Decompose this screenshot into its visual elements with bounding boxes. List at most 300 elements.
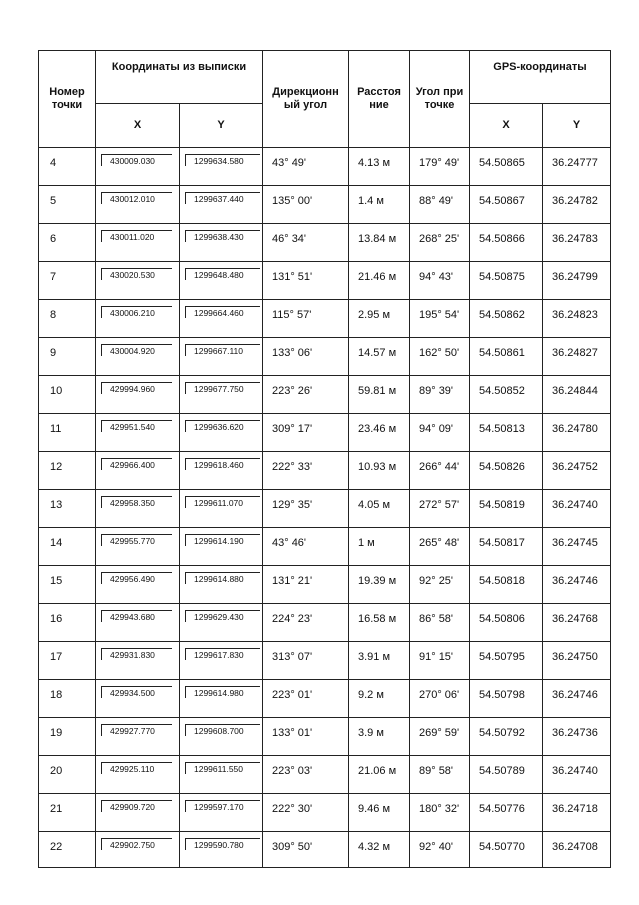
angle-cell-value: 179° 49' [419,157,460,169]
point-no-cell-value: 20 [50,765,63,777]
point-no-cell [39,566,96,604]
gps-x-cell-value: 54.50798 [479,689,525,701]
distance-cell [349,414,410,452]
table-row [39,642,611,680]
source-x-cell-value: 430011.020 [101,230,172,242]
distance-cell-value: 9.2 м [358,689,384,701]
gps-y-cell-value: 36.24783 [552,233,598,245]
gps-x-cell-value: 54.50817 [479,537,525,549]
direction-angle-cell [263,832,349,868]
distance-cell [349,604,410,642]
direction-angle-cell [263,414,349,452]
gps-y-cell-value: 36.24827 [552,347,598,359]
angle-cell [410,376,470,414]
point-no-cell [39,680,96,718]
table-row [39,832,611,868]
gps-y-cell [543,300,611,338]
angle-cell [410,718,470,756]
angle-cell-value: 89° 39' [419,385,454,397]
table-row [39,262,611,300]
source-x-cell-value: 429956.490 [101,572,172,584]
distance-cell-value: 21.46 м [358,271,397,283]
angle-cell [410,490,470,528]
point-no-cell [39,262,96,300]
gps-y-cell [543,186,611,224]
gps-x-cell-value: 54.50795 [479,651,525,663]
table-row [39,528,611,566]
angle-cell-value: 91° 15' [419,651,454,663]
header-point-no: Номер точки [39,51,96,148]
direction-angle-cell [263,794,349,832]
gps-x-cell [470,566,543,604]
point-no-cell-value: 21 [50,803,63,815]
gps-x-cell-value: 54.50813 [479,423,525,435]
source-y-cell-value: 1299638.430 [185,230,260,242]
gps-y-cell [543,756,611,794]
gps-y-cell [543,680,611,718]
angle-cell [410,148,470,186]
direction-angle-cell-value: 223° 01' [272,689,313,701]
point-no-cell-value: 16 [50,613,63,625]
direction-angle-cell-value: 222° 33' [272,461,313,473]
angle-cell-value: 162° 50' [419,347,460,359]
header-source-coords: Координаты из выписки [96,51,263,104]
gps-x-cell [470,680,543,718]
gps-x-cell [470,224,543,262]
gps-y-cell [543,376,611,414]
source-y-cell-value: 1299611.550 [185,762,260,774]
angle-cell [410,680,470,718]
direction-angle-cell-value: 313° 07' [272,651,313,663]
angle-cell [410,186,470,224]
point-no-cell [39,186,96,224]
source-x-cell-value: 429902.750 [101,838,172,850]
header-gps-x: X [470,104,543,148]
angle-cell-value: 89° 58' [419,765,454,777]
direction-angle-cell [263,224,349,262]
table-row [39,224,611,262]
source-x-cell [96,642,180,680]
point-no-cell [39,148,96,186]
direction-angle-cell-value: 224° 23' [272,613,313,625]
distance-cell-value: 3.91 м [358,651,391,663]
gps-y-cell [543,528,611,566]
gps-y-cell [543,718,611,756]
distance-cell-value: 19.39 м [358,575,397,587]
gps-y-cell [543,414,611,452]
gps-x-cell-value: 54.50818 [479,575,525,587]
point-no-cell-value: 8 [50,309,57,321]
direction-angle-cell [263,262,349,300]
distance-cell [349,642,410,680]
distance-cell [349,376,410,414]
source-x-cell-value: 429943.680 [101,610,172,622]
gps-x-cell-value: 54.50862 [479,309,525,321]
source-y-cell-value: 1299618.460 [185,458,260,470]
table-row [39,452,611,490]
direction-angle-cell-value: 133° 06' [272,347,313,359]
distance-cell [349,148,410,186]
point-no-cell-value: 5 [50,195,57,207]
distance-cell-value: 10.93 м [358,461,397,473]
source-x-cell [96,794,180,832]
distance-cell [349,832,410,868]
source-y-cell-value: 1299634.580 [185,154,260,166]
point-no-cell-value: 6 [50,233,57,245]
point-no-cell-value: 9 [50,347,57,359]
gps-y-cell-value: 36.24745 [552,537,598,549]
source-y-cell [180,376,263,414]
direction-angle-cell [263,566,349,604]
distance-cell-value: 13.84 м [358,233,397,245]
source-x-cell-value: 429925.110 [101,762,172,774]
gps-x-cell [470,338,543,376]
gps-y-cell-value: 36.24752 [552,461,598,473]
gps-x-cell [470,262,543,300]
point-no-cell [39,490,96,528]
point-no-cell-value: 10 [50,385,63,397]
angle-cell-value: 94° 43' [419,271,454,283]
direction-angle-cell-value: 43° 46' [272,537,307,549]
source-x-cell-value: 429951.540 [101,420,172,432]
point-no-cell [39,756,96,794]
distance-cell [349,566,410,604]
direction-angle-cell-value: 131° 51' [272,271,313,283]
direction-angle-cell-value: 131° 21' [272,575,313,587]
gps-x-cell [470,604,543,642]
source-y-cell-value: 1299614.980 [185,686,260,698]
distance-cell-value: 4.13 м [358,157,391,169]
direction-angle-cell-value: 222° 30' [272,803,313,815]
source-x-cell-value: 429958.350 [101,496,172,508]
distance-cell-value: 4.05 м [358,499,391,511]
gps-y-cell-value: 36.24777 [552,157,598,169]
source-x-cell [96,490,180,528]
point-no-cell [39,528,96,566]
table-row [39,490,611,528]
source-y-cell-value: 1299608.700 [185,724,260,736]
gps-y-cell [543,642,611,680]
gps-y-cell-value: 36.24782 [552,195,598,207]
gps-y-cell [543,490,611,528]
point-no-cell [39,224,96,262]
direction-angle-cell-value: 135° 00' [272,195,313,207]
angle-cell [410,414,470,452]
coordinates-table [38,50,611,868]
direction-angle-cell [263,680,349,718]
gps-x-cell-value: 54.50866 [479,233,525,245]
source-y-cell-value: 1299648.480 [185,268,260,280]
gps-x-cell-value: 54.50776 [479,803,525,815]
table-row [39,604,611,642]
gps-x-cell-value: 54.50826 [479,461,525,473]
distance-cell-value: 1.4 м [358,195,384,207]
distance-cell-value: 2.95 м [358,309,391,321]
header-angle-at-point: Угол при точке [410,51,470,148]
table-row [39,186,611,224]
source-y-cell [180,642,263,680]
source-y-cell [180,718,263,756]
direction-angle-cell-value: 223° 03' [272,765,313,777]
source-x-cell [96,376,180,414]
source-x-cell-value: 429934.500 [101,686,172,698]
angle-cell [410,642,470,680]
angle-cell-value: 266° 44' [419,461,460,473]
gps-y-cell-value: 36.24799 [552,271,598,283]
distance-cell-value: 9.46 м [358,803,391,815]
gps-x-cell [470,756,543,794]
distance-cell [349,224,410,262]
gps-x-cell-value: 54.50865 [479,157,525,169]
distance-cell [349,452,410,490]
distance-cell-value: 1 м [358,537,375,549]
source-x-cell [96,756,180,794]
source-x-cell [96,832,180,868]
source-y-cell-value: 1299590.780 [185,838,260,850]
source-x-cell [96,300,180,338]
gps-y-cell-value: 36.24708 [552,841,598,853]
direction-angle-cell-value: 129° 35' [272,499,313,511]
point-no-cell [39,300,96,338]
gps-y-cell [543,452,611,490]
header-x: X [96,104,180,148]
distance-cell [349,718,410,756]
angle-cell [410,300,470,338]
source-y-cell [180,452,263,490]
gps-x-cell-value: 54.50806 [479,613,525,625]
table-row [39,414,611,452]
direction-angle-cell [263,718,349,756]
point-no-cell [39,604,96,642]
point-no-cell-value: 4 [50,157,57,169]
source-x-cell [96,224,180,262]
point-no-cell [39,338,96,376]
table-row [39,794,611,832]
point-no-cell [39,642,96,680]
source-x-cell-value: 429955.770 [101,534,172,546]
point-no-cell-value: 22 [50,841,63,853]
source-x-cell [96,604,180,642]
source-y-cell-value: 1299664.460 [185,306,260,318]
distance-cell-value: 59.81 м [358,385,397,397]
distance-cell [349,756,410,794]
gps-x-cell [470,794,543,832]
header-direction-angle: Дирекционн ый угол [263,51,349,148]
point-no-cell [39,794,96,832]
source-y-cell [180,832,263,868]
point-no-cell-value: 15 [50,575,63,587]
table-header-row [39,51,611,104]
gps-x-cell-value: 54.50867 [479,195,525,207]
gps-x-cell-value: 54.50852 [479,385,525,397]
gps-y-cell [543,566,611,604]
point-no-cell-value: 17 [50,651,63,663]
gps-y-cell-value: 36.24780 [552,423,598,435]
direction-angle-cell [263,148,349,186]
distance-cell [349,528,410,566]
angle-cell-value: 86° 58' [419,613,454,625]
source-x-cell [96,566,180,604]
gps-x-cell [470,414,543,452]
source-x-cell-value: 429966.400 [101,458,172,470]
gps-x-cell [470,148,543,186]
header-y: Y [180,104,263,148]
distance-cell [349,490,410,528]
header-distance: Расстоя ние [349,51,410,148]
distance-cell-value: 14.57 м [358,347,397,359]
direction-angle-cell-value: 223° 26' [272,385,313,397]
point-no-cell-value: 12 [50,461,63,473]
angle-cell-value: 265° 48' [419,537,460,549]
point-no-cell-value: 18 [50,689,63,701]
source-y-cell-value: 1299617.830 [185,648,260,660]
gps-y-cell [543,148,611,186]
gps-y-cell [543,262,611,300]
angle-cell-value: 272° 57' [419,499,460,511]
source-x-cell [96,148,180,186]
point-no-cell [39,718,96,756]
distance-cell [349,262,410,300]
source-y-cell-value: 1299597.170 [185,800,260,812]
direction-angle-cell-value: 115° 57' [272,309,312,321]
distance-cell-value: 23.46 м [358,423,397,435]
distance-cell-value: 16.58 м [358,613,397,625]
direction-angle-cell [263,756,349,794]
gps-y-cell [543,338,611,376]
direction-angle-cell-value: 309° 50' [272,841,313,853]
source-y-cell [180,490,263,528]
source-y-cell [180,338,263,376]
gps-x-cell [470,642,543,680]
source-y-cell-value: 1299614.190 [185,534,260,546]
direction-angle-cell [263,376,349,414]
source-y-cell [180,604,263,642]
source-y-cell-value: 1299667.110 [185,344,260,356]
angle-cell-value: 270° 06' [419,689,460,701]
source-x-cell [96,186,180,224]
source-x-cell-value: 430006.210 [101,306,172,318]
angle-cell [410,224,470,262]
distance-cell-value: 3.9 м [358,727,384,739]
source-y-cell [180,566,263,604]
source-y-cell [180,224,263,262]
direction-angle-cell [263,186,349,224]
angle-cell-value: 92° 40' [419,841,454,853]
point-no-cell-value: 7 [50,271,57,283]
direction-angle-cell [263,490,349,528]
angle-cell-value: 268° 25' [419,233,460,245]
direction-angle-cell-value: 309° 17' [272,423,313,435]
gps-x-cell-value: 54.50819 [479,499,525,511]
angle-cell [410,794,470,832]
gps-x-cell [470,300,543,338]
angle-cell-value: 195° 54' [419,309,460,321]
source-y-cell-value: 1299636.620 [185,420,260,432]
gps-x-cell [470,832,543,868]
direction-angle-cell [263,300,349,338]
header-gps-y: Y [543,104,611,148]
angle-cell [410,832,470,868]
source-y-cell [180,680,263,718]
distance-cell [349,680,410,718]
point-no-cell-value: 11 [50,423,62,435]
source-y-cell [180,756,263,794]
source-x-cell [96,262,180,300]
source-x-cell-value: 430012.010 [101,192,172,204]
source-y-cell-value: 1299677.750 [185,382,260,394]
angle-cell [410,338,470,376]
source-y-cell [180,148,263,186]
distance-cell [349,338,410,376]
point-no-cell [39,832,96,868]
gps-y-cell-value: 36.24844 [552,385,598,397]
source-x-cell-value: 429909.720 [101,800,172,812]
gps-y-cell-value: 36.24746 [552,689,598,701]
gps-x-cell [470,186,543,224]
gps-y-cell-value: 36.24736 [552,727,598,739]
point-no-cell-value: 19 [50,727,63,739]
angle-cell [410,756,470,794]
direction-angle-cell [263,528,349,566]
gps-y-cell [543,832,611,868]
gps-x-cell-value: 54.50792 [479,727,525,739]
gps-x-cell-value: 54.50861 [479,347,525,359]
angle-cell [410,452,470,490]
source-x-cell [96,414,180,452]
point-no-cell-value: 13 [50,499,63,511]
source-x-cell-value: 429994.960 [101,382,172,394]
gps-x-cell [470,528,543,566]
source-x-cell-value: 429927.770 [101,724,172,736]
gps-y-cell-value: 36.24746 [552,575,598,587]
direction-angle-cell [263,642,349,680]
table-row [39,148,611,186]
gps-y-cell-value: 36.24823 [552,309,598,321]
angle-cell [410,604,470,642]
gps-x-cell [470,376,543,414]
point-no-cell [39,376,96,414]
gps-x-cell [470,718,543,756]
table-row [39,338,611,376]
angle-cell-value: 88° 49' [419,195,454,207]
source-x-cell [96,680,180,718]
source-x-cell-value: 429931.830 [101,648,172,660]
source-x-cell [96,452,180,490]
table-row [39,718,611,756]
source-y-cell-value: 1299637.440 [185,192,260,204]
source-y-cell-value: 1299614.880 [185,572,260,584]
distance-cell-value: 21.06 м [358,765,397,777]
gps-x-cell [470,490,543,528]
distance-cell-value: 4.32 м [358,841,391,853]
gps-y-cell-value: 36.24740 [552,499,598,511]
angle-cell-value: 92° 25' [419,575,454,587]
source-y-cell [180,186,263,224]
gps-x-cell-value: 54.50789 [479,765,525,777]
gps-y-cell-value: 36.24718 [552,803,598,815]
direction-angle-cell-value: 43° 49' [272,157,307,169]
direction-angle-cell-value: 46° 34' [272,233,307,245]
source-x-cell [96,718,180,756]
source-y-cell [180,528,263,566]
point-no-cell [39,452,96,490]
distance-cell [349,186,410,224]
table-row [39,680,611,718]
gps-y-cell-value: 36.24750 [552,651,598,663]
point-no-cell [39,414,96,452]
source-y-cell [180,414,263,452]
distance-cell [349,794,410,832]
